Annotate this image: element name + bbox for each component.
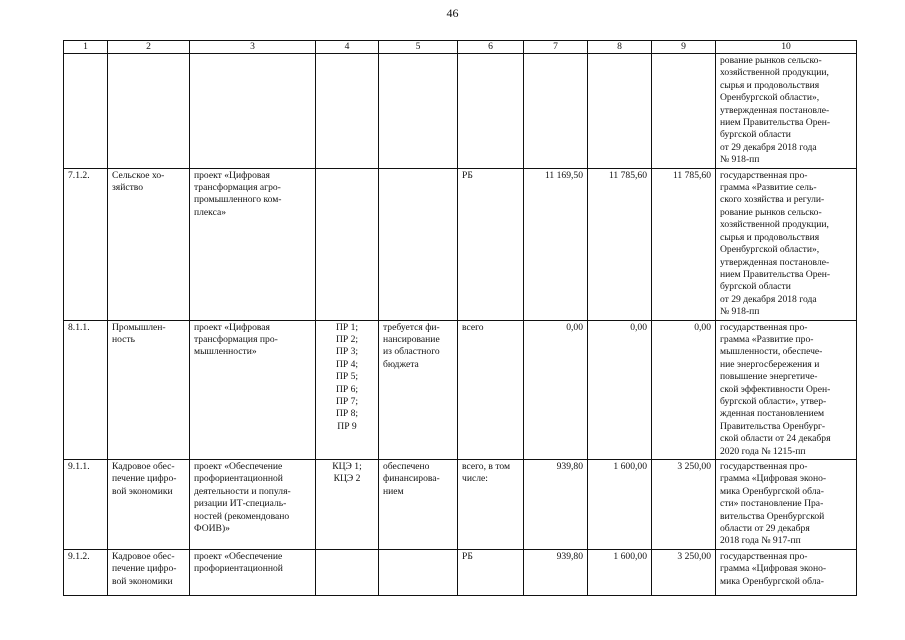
program-reference-cell: государственная про- грамма «Развитие сель- ского хозяйства и регули- рование рынков сельско- хозяйственной продукции, сырья и продовольствия Оренбургской области», утвержденная постановле- нием Правительства Орен- бургской области от 29 декабря 2018 года № 918-пп — [716, 168, 857, 320]
indicator-cell — [316, 549, 379, 595]
amount-cell: 1 600,00 — [588, 460, 652, 550]
amount-cell — [588, 54, 652, 169]
column-number: 1 — [64, 41, 108, 54]
table-row — [64, 549, 857, 595]
sector-cell: Кадровое обес- печение цифро- вой экономики — [108, 549, 190, 595]
column-number-row — [64, 41, 857, 54]
amount-cell: 939,80 — [524, 549, 588, 595]
row-code — [64, 54, 108, 169]
amount-cell: 11 785,60 — [588, 168, 652, 320]
sector-cell: Сельское хо- зяйство — [108, 168, 190, 320]
program-reference-cell: рование рынков сельско- хозяйственной продукции, сырья и продовольствия Оренбургской области», утвержденная постановле- нием Правительства Орен- бургской области от 29 декабря 2018 года № 918-пп — [716, 54, 857, 169]
amount-cell: 3 250,00 — [652, 549, 716, 595]
column-number: 10 — [716, 41, 857, 54]
sector-cell: Промышлен- ность — [108, 320, 190, 459]
funding-status-cell: требуется фи- нансирование из областного бюджета — [379, 320, 458, 459]
project-cell: проект «Обеспечение профориентационной деятельности и популя- ризации ИТ-специаль- ностей (рекомендовано ФОИВ)» — [190, 460, 316, 550]
source-cell: всего, в том числе: — [458, 460, 524, 550]
column-number: 3 — [190, 41, 316, 54]
funding-status-cell: обеспечено финансирова- нием — [379, 460, 458, 550]
row-code: 9.1.1. — [64, 460, 108, 550]
amount-cell: 1 600,00 — [588, 549, 652, 595]
sector-cell: Кадровое обес- печение цифро- вой экономики — [108, 460, 190, 550]
source-cell: РБ — [458, 549, 524, 595]
budget-table — [63, 40, 857, 596]
column-number: 8 — [588, 41, 652, 54]
table-row — [64, 168, 857, 320]
amount-cell: 3 250,00 — [652, 460, 716, 550]
table-row — [64, 54, 857, 169]
funding-status-cell — [379, 168, 458, 320]
funding-status-cell — [379, 549, 458, 595]
page-number: 46 — [446, 6, 459, 20]
row-code: 8.1.1. — [64, 320, 108, 459]
program-reference-cell: государственная про- грамма «Цифровая эконо- мика Оренбургской обла- — [716, 549, 857, 595]
project-cell: проект «Цифровая трансформация агро- промышленного ком- плекса» — [190, 168, 316, 320]
indicator-cell — [316, 54, 379, 169]
program-reference-cell: государственная про- грамма «Цифровая эконо- мика Оренбургской обла- сти» постановление Пра- вительства Оренбургской области от 29 декабря 2018 года № 917-пп — [716, 460, 857, 550]
source-cell: всего — [458, 320, 524, 459]
program-reference-cell: государственная про- грамма «Развитие про- мышленности, обеспече- ние энергосбережения и повышение энергетиче- ской эффективности Орен- бургской области», утвер- жденная постановлением Правительства Оренбург- ской области от 24 декабря 2020 года № 1215-пп — [716, 320, 857, 459]
amount-cell: 0,00 — [524, 320, 588, 459]
project-cell: проект «Цифровая трансформация про- мышленности» — [190, 320, 316, 459]
sector-cell — [108, 54, 190, 169]
column-number: 9 — [652, 41, 716, 54]
column-number: 5 — [379, 41, 458, 54]
row-code: 7.1.2. — [64, 168, 108, 320]
table-row — [64, 320, 857, 459]
amount-cell: 0,00 — [652, 320, 716, 459]
amount-cell: 939,80 — [524, 460, 588, 550]
amount-cell: 11 785,60 — [652, 168, 716, 320]
indicator-cell: КЦЭ 1; КЦЭ 2 — [316, 460, 379, 550]
column-number: 7 — [524, 41, 588, 54]
table-row — [64, 460, 857, 550]
amount-cell — [652, 54, 716, 169]
amount-cell: 11 169,50 — [524, 168, 588, 320]
project-cell — [190, 54, 316, 169]
source-cell: РБ — [458, 168, 524, 320]
funding-status-cell — [379, 54, 458, 169]
indicator-cell: ПР 1; ПР 2; ПР 3; ПР 4; ПР 5; ПР 6; ПР 7; ПР 8; ПР 9 — [316, 320, 379, 459]
source-cell — [458, 54, 524, 169]
amount-cell: 0,00 — [588, 320, 652, 459]
column-number: 2 — [108, 41, 190, 54]
row-code: 9.1.2. — [64, 549, 108, 595]
column-number: 4 — [316, 41, 379, 54]
column-number: 6 — [458, 41, 524, 54]
project-cell: проект «Обеспечение профориентационной — [190, 549, 316, 595]
amount-cell — [524, 54, 588, 169]
indicator-cell — [316, 168, 379, 320]
